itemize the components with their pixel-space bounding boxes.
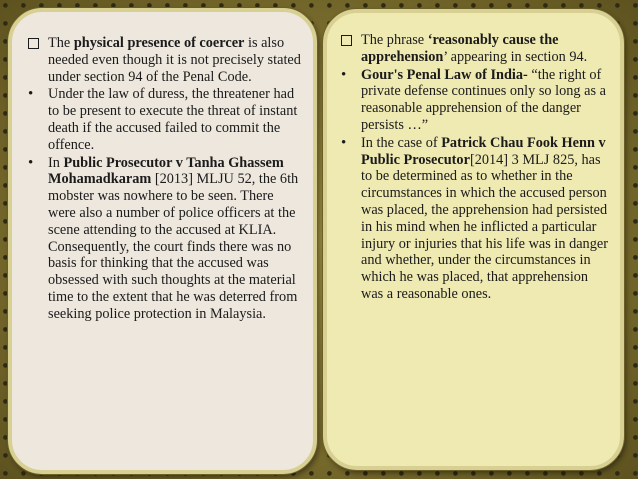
round-bullet-icon: •	[341, 134, 347, 151]
checkbox-bullet-icon	[28, 35, 46, 54]
right-item2-text1: “the right of private defense continues only so long as a reasonable apprehension of the danger persists …”	[361, 66, 606, 133]
right-item2-bold1: Gour's Penal Law of India-	[361, 66, 528, 83]
left-panel-content	[12, 35, 313, 323]
left-item-law-of-duress	[28, 86, 301, 153]
left-item3-text2: [2013] MLJU 52, the 6th mobster was nowhere to be seen. There were also a number of police officers at the scene attending to the accused at KLIA. Consequently, the court finds there was no basis for thinking that the accused was obsessed with such thoughts at the material time to the extent that he was deterred from seeking police protection in Malaysia.	[48, 171, 299, 322]
right-text-panel	[323, 9, 624, 470]
right-item3-bold1: Patrick Chau Fook Henn v Public Prosecutor	[361, 134, 606, 168]
left-text-panel	[8, 8, 317, 474]
left-item1-text2: is also needed even though it is not precisely stated under section 94 of the Penal Code.	[48, 35, 301, 85]
left-item-case-tanha	[28, 155, 301, 323]
right-item1-bold1: ‘reasonably cause the apprehension	[361, 32, 559, 65]
round-bullet-icon: •	[341, 66, 347, 83]
left-item2-text1: Under the law of duress, the threatener had to be present to execute the threat of instant death if the accused failed to commit the offence.	[48, 86, 298, 153]
round-bullet-icon: •	[28, 86, 34, 103]
right-item-gour	[341, 67, 608, 134]
left-item1-text1: The	[48, 35, 74, 51]
checkbox-bullet-icon	[341, 32, 359, 51]
left-item-physical-presence	[28, 35, 301, 85]
right-item-phrase	[341, 32, 608, 66]
left-item3-bold1: Public Prosecutor v Tanha Ghassem Mohamadkaram	[48, 154, 284, 188]
right-item3-text2: [2014] 3 MLJ 825, has to be determined as to whether in the circumstances in which the accused person was placed, the apprehension had persisted in his mind when he inflicted a particular injury or injuries that his life was in danger and whether, under the circumstances in which he was placed, that apprehension was a reasonable ones.	[361, 151, 608, 302]
right-item1-text1: The phrase	[361, 32, 428, 48]
right-item1-text2: ’ appearing in section 94.	[443, 48, 588, 65]
right-item-case-patrick	[341, 135, 608, 303]
left-item3-text1: In	[48, 154, 64, 171]
right-panel-content	[327, 32, 620, 303]
left-item1-bold1: physical presence of coercer	[73, 35, 245, 51]
right-item3-text1: In the case of	[361, 134, 442, 151]
round-bullet-icon: •	[28, 154, 34, 171]
